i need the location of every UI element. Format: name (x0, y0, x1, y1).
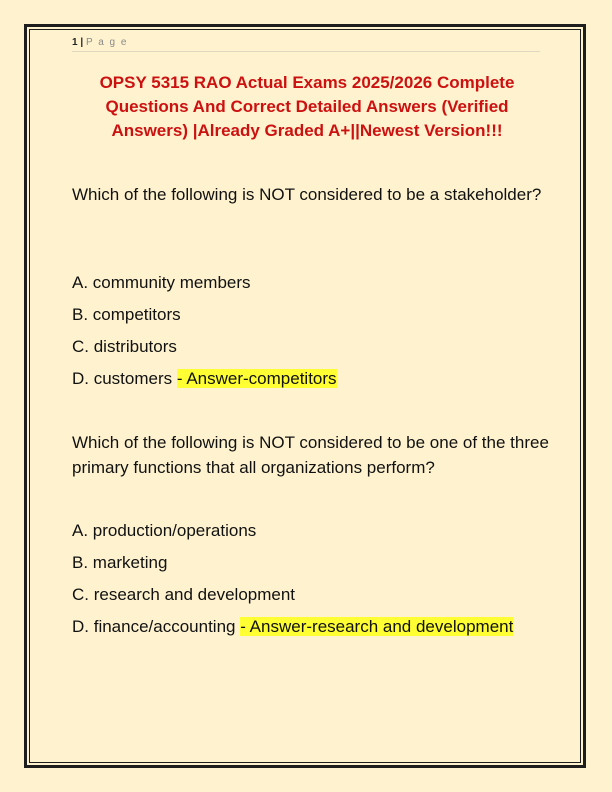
page-number: 1 (72, 37, 78, 48)
document-title: OPSY 5315 RAO Actual Exams 2025/2026 Complete Questions And Correct Detailed Answers (Verified Answers) |Already Graded A+||Newest Version!!! (99, 73, 515, 140)
question-1-option-a: A. community members (72, 273, 251, 292)
page-label: P a g e (85, 37, 128, 48)
question-1-option-b: B. competitors (72, 305, 181, 324)
question-2-option-d (72, 616, 552, 638)
question-2-option-b: B. marketing (72, 553, 168, 572)
question-1-option-d-text: D. customers (72, 369, 173, 388)
page-separator: | (80, 37, 84, 48)
question-1-option-c: C. distributors (72, 337, 177, 356)
page-header (72, 37, 540, 52)
question-2-option-c: C. research and development (72, 585, 296, 604)
question-2-option-d-text: D. finance/accounting (72, 617, 236, 636)
question-1-text: Which of the following is NOT considered to be a stakeholder? (72, 185, 542, 204)
question-2-text: Which of the following is NOT considered to be one of the three primary functions that all organizations perform? (72, 433, 549, 477)
question-2-option-a: A. production/operations (72, 521, 257, 540)
question-2-answer: - Answer-research and development (240, 617, 514, 636)
question-1-option-d (72, 368, 552, 390)
question-1-answer: - Answer-competitors (176, 369, 337, 388)
